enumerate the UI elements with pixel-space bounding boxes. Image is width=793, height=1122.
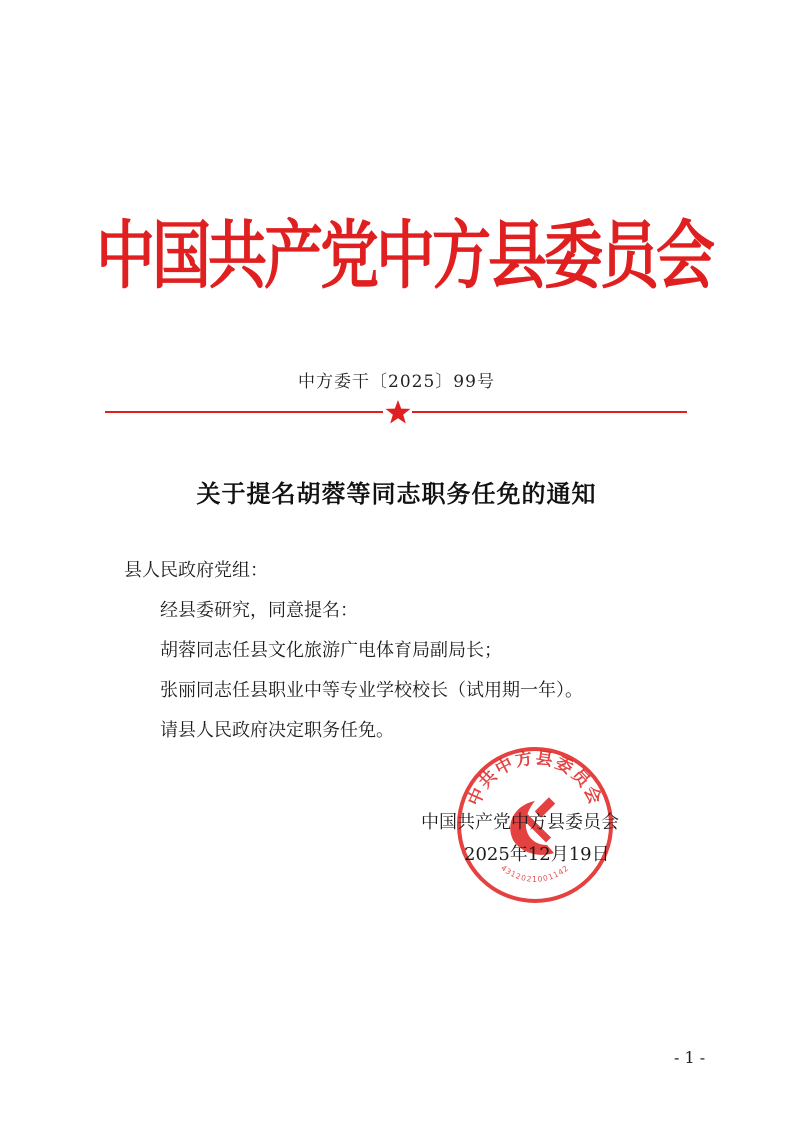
document-title: 关于提名胡蓉等同志职务任免的通知 — [196, 479, 597, 508]
signature-organization: 中国共产党中方县委员会 — [421, 812, 619, 833]
svg-text:中共中方县委员会 — [464, 747, 607, 809]
body-paragraph-1: 经县委研究，同意提名： — [160, 600, 358, 621]
red-star-icon — [384, 399, 412, 425]
seal-text: 中共中方县委员会 — [464, 748, 606, 809]
seal-serial: 4312021001142 — [499, 863, 571, 884]
issuer-red-header: 中国共产党中方县委员会 — [96, 212, 713, 299]
body-paragraph-2: 胡蓉同志任县文化旅游广电体育局副局长； — [160, 640, 502, 661]
salutation: 县人民政府党组： — [124, 560, 268, 581]
signature-date: 2025年12月19日 — [464, 844, 610, 865]
svg-text:4312021001142 — [499, 863, 570, 883]
red-divider-right — [412, 411, 687, 413]
page-number: - 1 - — [674, 1048, 706, 1067]
document-number: 中方委干〔2025〕99号 — [298, 372, 495, 392]
body-paragraph-3: 张丽同志任县职业中等专业学校校长（试用期一年）。 — [160, 680, 583, 701]
red-divider-left — [105, 411, 383, 413]
body-paragraph-4: 请县人民政府决定职务任免。 — [160, 720, 394, 741]
